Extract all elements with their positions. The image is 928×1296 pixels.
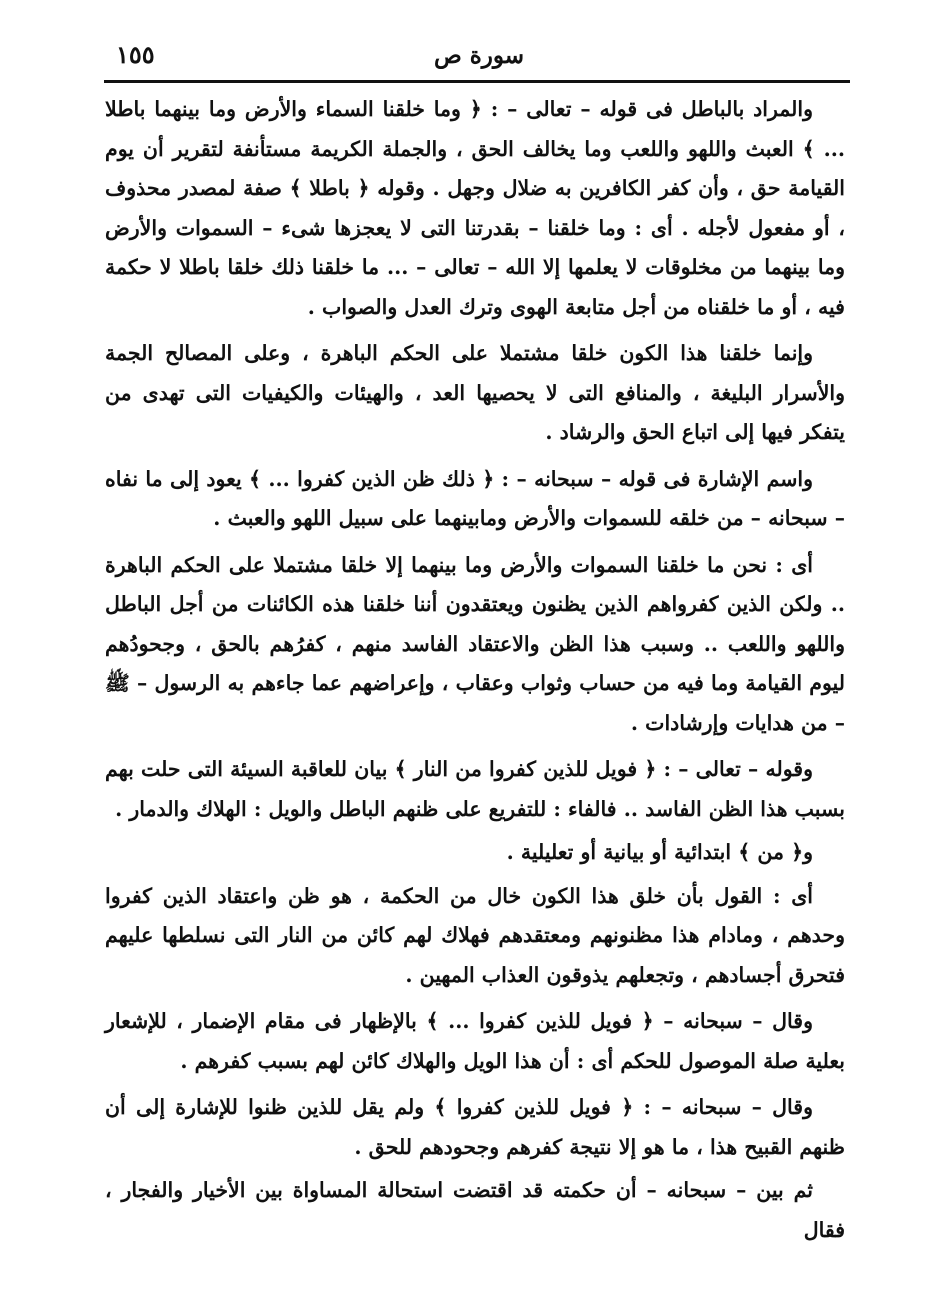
- page-title: سورة ص: [433, 42, 525, 69]
- paragraph: وإنما خلقنا هذا الكون خلقا مشتملا على الحكم الباهرة ، وعلى المصالح الجمة والأسرار البليغة ، والمنافع التى لا يحصيها العد ، والهيئات والكيفيات التى تهدى من يتفكر فيها إلى اتباع الحق والرشاد .: [105, 341, 845, 444]
- paragraph: أى : نحن ما خلقنا السموات والأرض وما بينهما إلا خلقا مشتملا على الحكم الباهرة .. ولكن الذين كفرواهم الذين يظنون ويعتقدون أننا خلقنا هذه الكائنات من أجل الباطل واللهو واللعب .. وسبب هذا الظن والاعتقاد الفاسد منهم ، كفرُهم بالحق ، وجحودُهم ليوم القيامة وما فيه من حساب وثواب وعقاب ، وإعراضهم عما جاءهم به الرسول – ﷺ – من هدايات وإرشادات .: [105, 552, 845, 735]
- paragraph: أى : القول بأن خلق هذا الكون خال من الحكمة ، هو ظن واعتقاد الذين كفروا وحدهم ، ومادام هذا مظنونهم ومعتقدهم فهلاك لهم كائن من النار التى نسلطها عليهم فتحرق أجسادهم ، وتجعلهم يذوقون العذاب المهين .: [105, 883, 845, 987]
- paragraph: وقال – سبحانه – : ﴿ فويل للذين كفروا ﴾ ولم يقل للذين ظنوا للإشارة إلى أن ظنهم القبيح هذا ، ما هو إلا نتيجة كفرهم وجحودهم للحق .: [105, 1095, 845, 1159]
- paragraph: واسم الإشارة فى قوله – سبحانه – : ﴿ ذلك ظن الذين كفروا ... ﴾ يعود إلى ما نفاه – سبحانه – من خلقه للسموات والأرض ومابينهما على سبيل اللهو والعبث .: [105, 466, 845, 530]
- page-number: ١٥٥: [116, 40, 155, 69]
- paragraph: و﴿ من ﴾ ابتدائية أو بيانية أو تعليلية .: [506, 840, 813, 864]
- page-header: [110, 38, 848, 78]
- paragraph: ثم بين – سبحانه – أن حكمته قد اقتضت استحالة المساواة بين الأخيار والفجار ، فقال: [105, 1178, 845, 1242]
- page-body: [105, 90, 845, 1257]
- paragraph: وقال – سبحانه – ﴿ فويل للذين كفروا ... ﴾ بالإظهار فى مقام الإضمار ، للإشعار بعلية صلة الموصول للحكم أى : أن هذا الويل والهلاك كائن لهم بسبب كفرهم .: [105, 1009, 845, 1073]
- paragraph: والمراد بالباطل فى قوله – تعالى – : ﴿ وما خلقنا السماء والأرض وما بينهما باطلا ... ﴾ العبث واللهو واللعب وما يخالف الحق ، والجملة الكريمة مستأنفة لتقرير أن يوم القيامة حق ، وأن كفر الكافرين به ضلال وجهل . وقوله ﴿ باطلا ﴾ صفة لمصدر محذوف ، أو مفعول لأجله . أى : وما خلقنا – بقدرتنا التى لا يعجزها شىء – السموات والأرض وما بينهما من مخلوقات لا يعلمها إلا الله – تعالى – ... ما خلقنا ذلك خلقا باطلا لا حكمة فيه ، أو ما خلقناه من أجل متابعة الهوى وترك العدل والصواب .: [105, 97, 845, 319]
- header-rule: [104, 80, 850, 83]
- paragraph: وقوله – تعالى – : ﴿ فويل للذين كفروا من النار ﴾ بيان للعاقبة السيئة التى حلت بهم بسبب هذا الظن الفاسد .. فالفاء : للتفريع على ظنهم الباطل والويل : الهلاك والدمار .: [105, 757, 845, 821]
